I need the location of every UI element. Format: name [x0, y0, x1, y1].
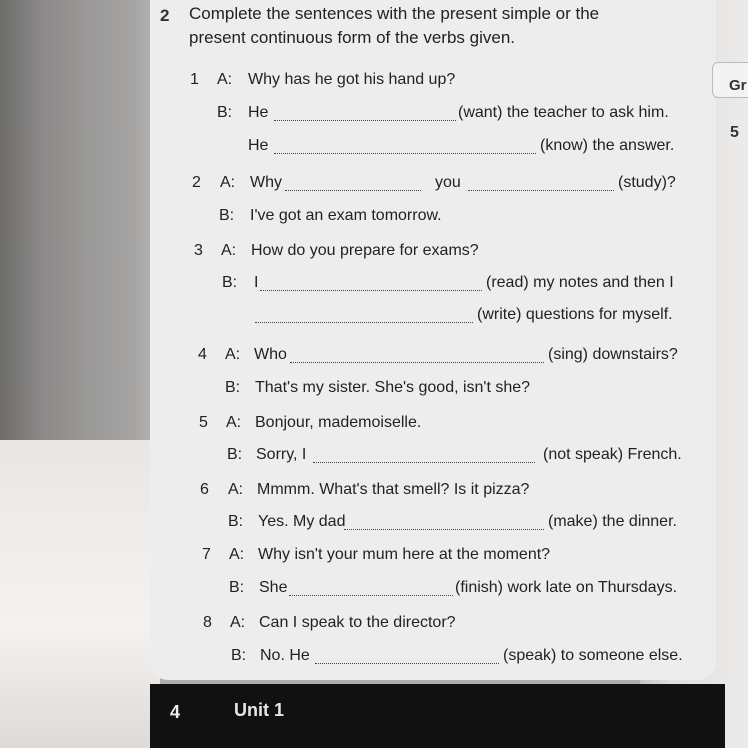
- line-text: He: [248, 104, 269, 121]
- item-6-b: [228, 513, 677, 531]
- line-text: you: [435, 174, 461, 191]
- speaker-b: B:: [222, 274, 238, 291]
- item-number: 3: [194, 242, 203, 259]
- unit-label: Unit 1: [234, 700, 285, 720]
- line-text: Why has he got his hand up?: [248, 71, 456, 88]
- item-number: 2: [192, 174, 201, 191]
- item-1-b2: [248, 137, 675, 155]
- item-3-b1: [222, 274, 674, 292]
- item-2-b: [219, 207, 442, 225]
- item-1-b1: [217, 104, 669, 122]
- page-number: 4: [170, 702, 181, 722]
- line-text: (study)?: [618, 174, 676, 191]
- item-5-b: [227, 446, 682, 464]
- line-text: She: [259, 579, 288, 596]
- line-text: (finish) work late on Thursdays.: [455, 579, 678, 596]
- answer-blank[interactable]: [260, 274, 482, 291]
- line-text: Who: [254, 346, 287, 363]
- answer-blank[interactable]: [315, 647, 499, 664]
- answer-blank[interactable]: [274, 137, 536, 154]
- page-footer: [150, 684, 725, 748]
- line-text: (write) questions for myself.: [477, 306, 673, 323]
- grammar-tab: Gr: [712, 62, 748, 98]
- speaker-b: B:: [229, 579, 245, 596]
- speaker-a: A:: [217, 71, 233, 88]
- line-text: Can I speak to the director?: [259, 614, 456, 631]
- speaker-b: B:: [217, 104, 233, 121]
- line-text: Sorry, I: [256, 446, 307, 463]
- item-8-a: [203, 614, 456, 632]
- speaker-a: A:: [221, 242, 237, 259]
- answer-blank[interactable]: [274, 104, 456, 121]
- item-3-a: [194, 242, 479, 260]
- item-8-b: [231, 647, 683, 665]
- item-number: 4: [198, 346, 207, 363]
- speaker-a: A:: [230, 614, 246, 631]
- answer-blank[interactable]: [255, 306, 473, 323]
- answer-blank[interactable]: [468, 174, 614, 191]
- line-text: No. He: [260, 647, 310, 664]
- line-text: That's my sister. She's good, isn't she?: [255, 379, 531, 396]
- worksheet-page: [150, 0, 716, 680]
- answer-blank[interactable]: [285, 174, 421, 191]
- desk-surface: [0, 440, 160, 748]
- line-text: (speak) to someone else.: [503, 647, 683, 664]
- answer-blank[interactable]: [313, 446, 535, 463]
- item-number: 8: [203, 614, 212, 631]
- speaker-a: A:: [229, 546, 245, 563]
- item-7-b: [229, 579, 678, 597]
- line-text: (want) the teacher to ask him.: [458, 104, 669, 121]
- answer-blank[interactable]: [290, 346, 544, 363]
- speaker-a: A:: [228, 481, 244, 498]
- item-7-a: [202, 546, 551, 564]
- speaker-b: B:: [231, 647, 247, 664]
- item-6-a: [200, 481, 530, 499]
- speaker-a: A:: [226, 414, 242, 431]
- speaker-a: A:: [225, 346, 241, 363]
- item-5-a: [199, 414, 422, 432]
- line-text: Mmmm. What's that smell? Is it pizza?: [257, 481, 530, 498]
- instruction-line-2: present continuous form of the verbs given.: [189, 28, 516, 47]
- item-number: 5: [199, 414, 208, 431]
- item-4-b: [225, 379, 531, 397]
- line-text: I've got an exam tomorrow.: [250, 207, 442, 224]
- line-text: (not speak) French.: [543, 446, 682, 463]
- answer-blank[interactable]: [289, 579, 453, 596]
- line-text: (make) the dinner.: [548, 513, 677, 530]
- speaker-b: B:: [225, 379, 241, 396]
- speaker-b: B:: [219, 207, 235, 224]
- item-1-a: [190, 71, 456, 89]
- exercise-number: 2: [160, 6, 170, 25]
- speaker-a: A:: [220, 174, 236, 191]
- item-number: 7: [202, 546, 211, 563]
- line-text: Why: [250, 174, 282, 191]
- line-text: I: [254, 274, 259, 291]
- speaker-b: B:: [228, 513, 244, 530]
- speaker-b: B:: [227, 446, 243, 463]
- exercise-instruction: [189, 2, 649, 50]
- item-2-a: [192, 174, 676, 192]
- line-text: Why isn't your mum here at the moment?: [258, 546, 551, 563]
- item-number: 6: [200, 481, 209, 498]
- line-text: Bonjour, mademoiselle.: [255, 414, 422, 431]
- item-number: 1: [190, 71, 199, 88]
- answer-blank[interactable]: [344, 513, 544, 530]
- line-text: (know) the answer.: [540, 137, 675, 154]
- line-text: Yes. My dad: [258, 513, 346, 530]
- side-number: 5: [730, 124, 739, 141]
- line-text: (sing) downstairs?: [548, 346, 678, 363]
- line-text: He: [248, 137, 269, 154]
- line-text: (read) my notes and then I: [486, 274, 674, 291]
- line-text: How do you prepare for exams?: [251, 242, 479, 259]
- instruction-line-1: Complete the sentences with the present simple or the: [189, 4, 600, 23]
- item-4-a: [198, 346, 678, 364]
